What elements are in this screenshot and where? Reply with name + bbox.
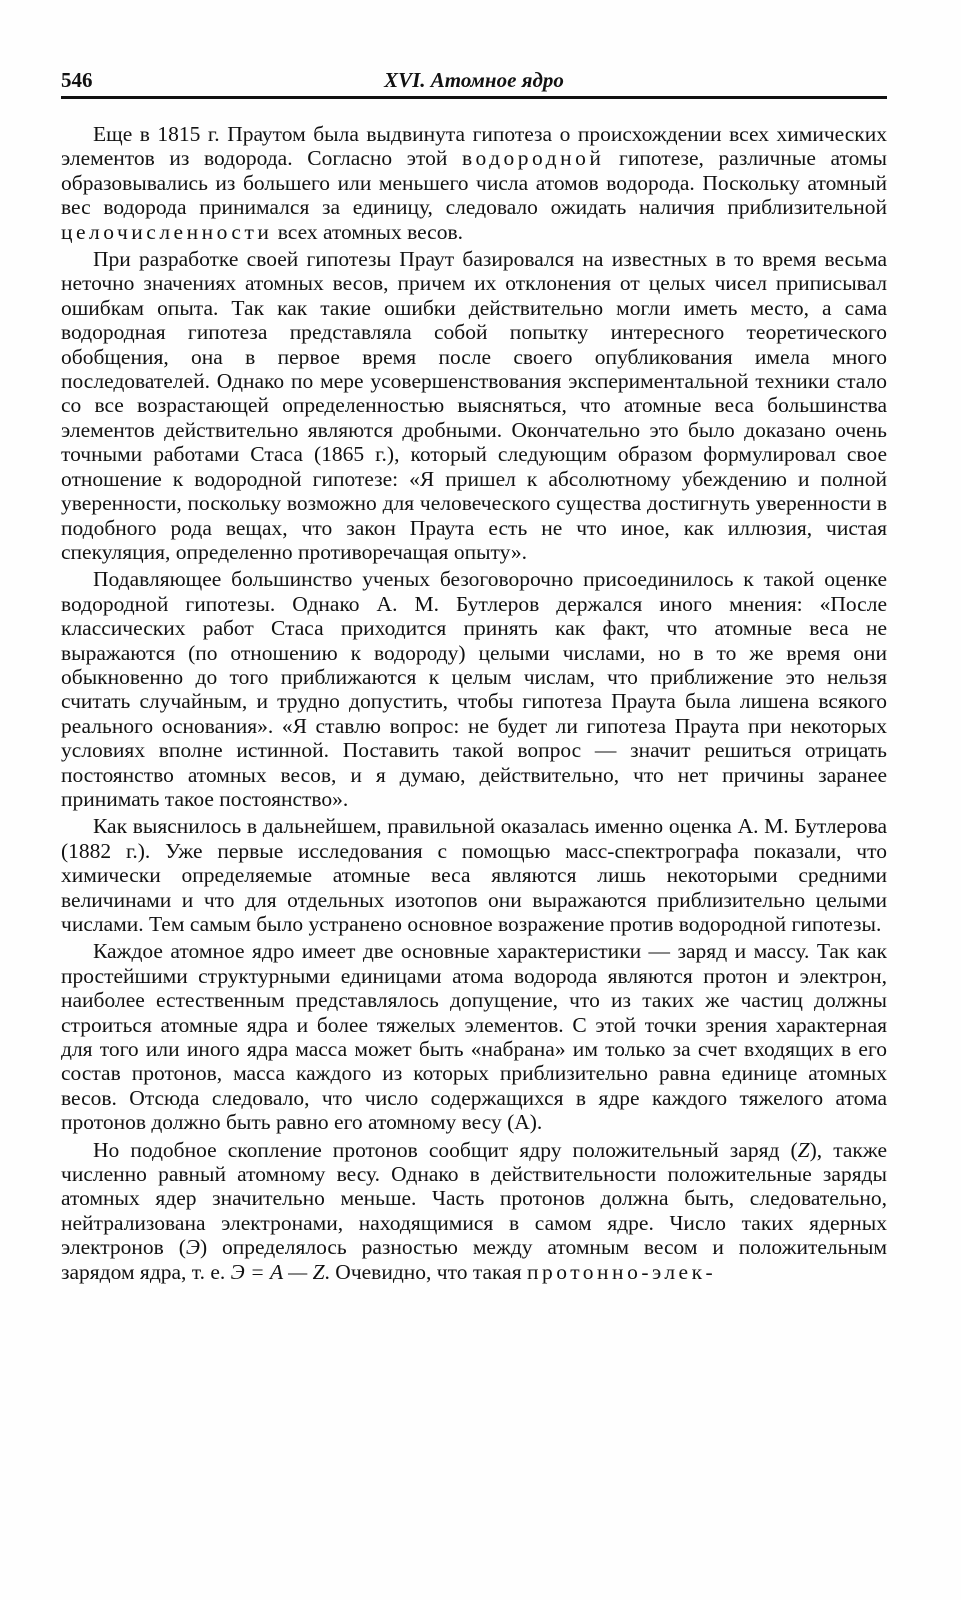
running-title: XVI. Атомное ядро (384, 68, 564, 92)
body-text (61, 122, 887, 1287)
paragraph-1-text-c: гипотезе, различные атомы образовывались из большего или меньшего числа атомов водорода. Поскольку атомный вес водорода принимался за единицу, следовало ожидать наличия приблизительной (61, 146, 887, 220)
paragraph-4: Как выяснилось в дальнейшем, правильной оказалась именно оценка А. М. Бутлерова (1882 г.). Уже первые исследования с помощью масс-спектрографа показали, что химически определяемые атомные веса являются лишь некоторыми средними величинами и что для отдельных изотопов они выражаются приблизительно целыми числами. Тем самым было устранено основное возражение против водородной гипотезы. (61, 814, 887, 936)
paragraph-6 (61, 1138, 887, 1284)
symbol-z: Z (797, 1137, 810, 1162)
paragraph-1 (61, 122, 887, 244)
spaced-term-integrality: целочисленности (61, 219, 273, 244)
formula: Э = A — Z (230, 1259, 325, 1284)
paragraph-1-text-a: Еще в 1815 г. Праутом была выдвинута гипотеза о происхождении всех химических элементов из водорода. Согласно этой (61, 122, 887, 171)
spaced-term-hydrogen: водородной (461, 146, 605, 171)
page-header (61, 68, 887, 94)
paragraph-1-text-e: всех атомных весов. (272, 219, 463, 244)
symbol-e: Э (185, 1235, 200, 1260)
paragraph-6-text-g: . Очевидно, что такая (324, 1259, 527, 1284)
header-rule (61, 96, 887, 99)
paragraph-3: Подавляющее большинство ученых безоговорочно присоединилось к такой оценке водородной гипотезы. Однако А. М. Бутлеров держался иного мнения: «После классических работ Стаса приходится принять как факт, что атомные веса не выражаются (по отношению к водороду) целыми числами, но в то же время они обыкновенно до того приближаются к целым числам, что приближение это нельзя считать случайным, и трудно допустить, чтобы гипотеза Праута была лишена всякого реального основания». «Я ставлю вопрос: не будет ли гипотеза Праута при некоторых условиях вполне истинной. Поставить такой вопрос — значит решиться отрицать постоянство атомных весов, и я думаю, действительно, что нет причины заранее принимать такое постоянство». (61, 567, 887, 811)
paragraph-2: При разработке своей гипотезы Праут базировался на известных в то время весьма неточно значениях атомных весов, причем их отклонения от целых чисел приписывал ошибкам опыта. Так как такие ошибки действительно могли иметь место, а сама водородная гипотеза представляла собой попытку интересного теоретического обобщения, она в первое время после своего опубликования имела много последователей. Однако по мере усовершенствования экспериментальной техники стало со все возрастающей определенностью выясняться, что атомные веса большинства элементов действительно являются дробными. Окончательно это было доказано очень точными работами Стаса (1865 г.), который следующим образом формулировал свое отношение к водородной гипотезе: «Я пришел к абсолютному убеждению и полной уверенности, поскольку возможно для человеческого существа достигнуть уверенности в подобного рода вещах, что закон Праута есть не что иное, как иллюзия, чистая спекуляция, определенно противоречащая опыту». (61, 247, 887, 564)
page-number: 546 (61, 68, 93, 92)
paragraph-5: Каждое атомное ядро имеет две основные характеристики — заряд и массу. Так как простейшими структурными единицами атома водорода являются протон и электрон, наиболее естественным представлялось допущение, что из таких же частиц должны строиться атомные ядра и более тяжелых элементов. С этой точки зрения характерная для того или иного ядра масса может быть «набрана» им только за счет входящих в его состав протонов, масса каждого из которых приблизительно равна единице атомных весов. Отсюда следовало, что число содержащихся в ядре каждого тяжелого атома протонов должно быть равно его атомному весу (A). (61, 939, 887, 1135)
paragraph-6-text-e: ) определялось разностью между атомным весом и положительным зарядом ядра, т. е. (61, 1235, 888, 1284)
paragraph-6-text-c: ), также численно равный атомному весу. Однако в действительности положительные заряды атомных ядер значительно меньше. Часть протонов должна быть, следовательно, нейтрализована электронами, находящимися в самом ядре. Число таких ядерных электронов ( (61, 1137, 887, 1260)
spaced-term-proton-electron: протонно-элек- (526, 1259, 717, 1284)
paragraph-6-text-a: Но подобное скопление протонов сообщит ядру положительный заряд ( (93, 1137, 798, 1162)
